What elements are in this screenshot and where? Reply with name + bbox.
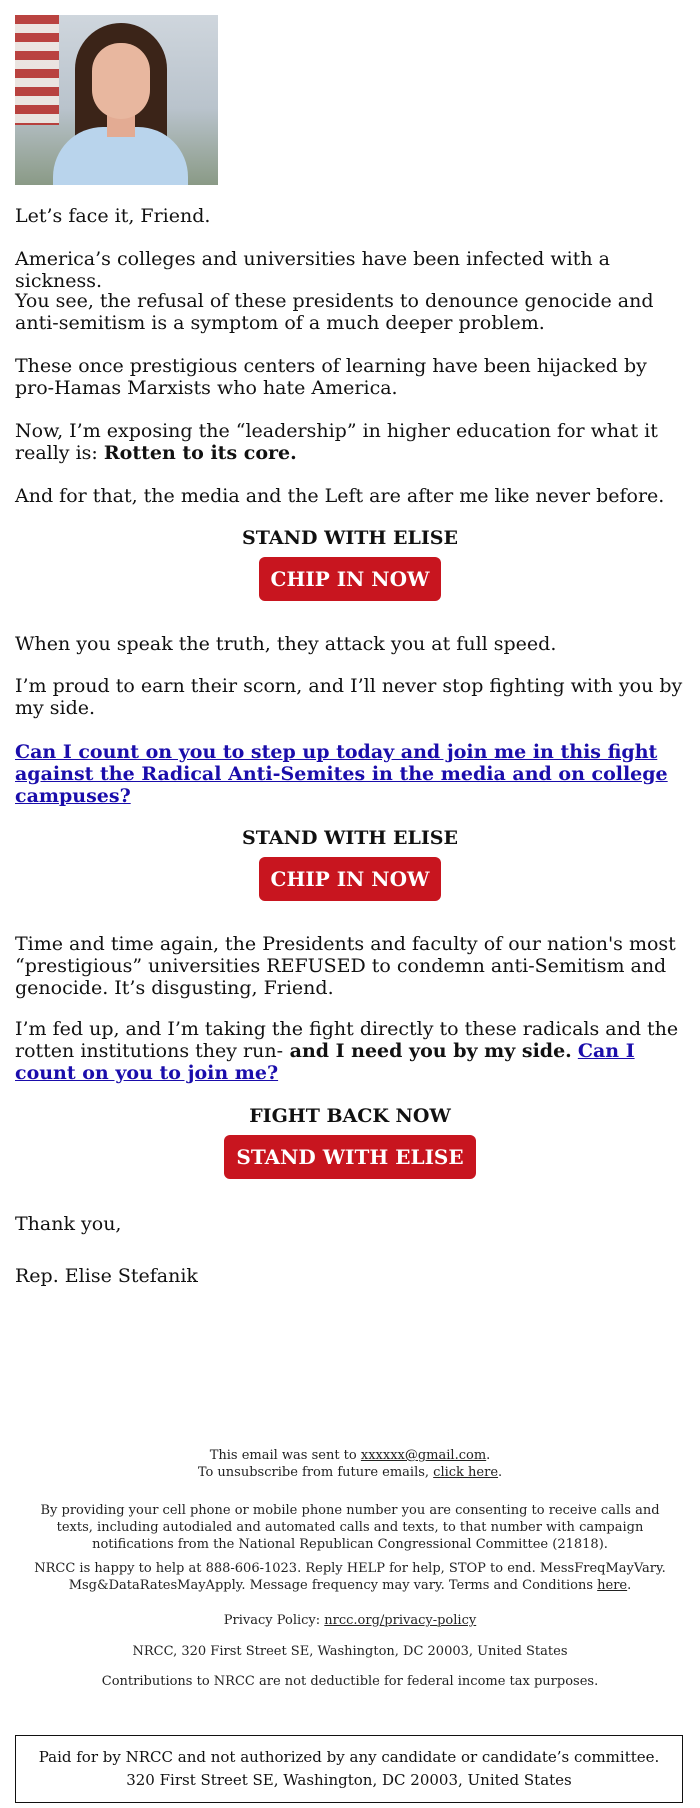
flag-graphic — [15, 15, 59, 125]
paid-for-disclaimer: Paid for by NRCC and not authorized by any candidate or candidate’s committee. 320 First Street SE, Washington, DC 20003, United States — [15, 1735, 683, 1803]
paragraph-8: Time and time again, the Presidents and faculty of our nation's most “prestigious” universities REFUSED to condemn anti-Semitism and genocide. It’s disgusting, Friend. — [15, 933, 676, 999]
stand-with-elise-button[interactable]: STAND WITH ELISE — [224, 1135, 475, 1179]
chip-in-button[interactable]: CHIP IN NOW — [259, 557, 442, 601]
paragraph-1: America’s colleges and universities have been infected with a sickness. — [15, 248, 610, 292]
cta-heading: FIGHT BACK NOW — [249, 1105, 451, 1127]
cta-block-3 — [15, 1105, 685, 1179]
recipient-email-link[interactable]: xxxxxx@gmail.com — [360, 1448, 487, 1463]
footer-tax: Contributions to NRCC are not deductible for federal income tax purposes. — [101, 1674, 599, 1689]
cta-heading: STAND WITH ELISE — [242, 527, 458, 549]
unsubscribe-link[interactable]: click here — [433, 1465, 499, 1480]
candidate-photo — [15, 15, 218, 185]
footer-sent: This email was sent to xxxxxx@gmail.com. To unsubscribe from future emails, click here. — [197, 1448, 503, 1480]
footer-address: NRCC, 320 First Street SE, Washington, DC 20003, United States — [132, 1644, 568, 1659]
cta-block-1 — [15, 527, 685, 601]
email-body — [15, 15, 685, 1287]
join-me-link[interactable]: Can I count on you to join me? — [15, 1040, 635, 1084]
greeting: Let’s face it, Friend. — [15, 205, 211, 227]
join-fight-link[interactable]: Can I count on you to step up today and join me in this fight against the Radical Anti-Semites in the media and on college campuses? — [15, 741, 668, 807]
cta-block-2 — [15, 827, 685, 901]
paragraph-9: I’m fed up, and I’m taking the fight directly to these radicals and the rotten institutions they run- and I need you by my side. Can I count on you to join me? — [15, 1018, 679, 1084]
chip-in-button[interactable]: CHIP IN NOW — [259, 857, 442, 901]
paragraph-2: You see, the refusal of these presidents to denounce genocide and anti-semitism is a symptom of a much deeper problem. — [15, 290, 654, 334]
privacy-policy-link[interactable]: nrcc.org/privacy-policy — [324, 1613, 477, 1628]
paragraph-7: I’m proud to earn their scorn, and I’ll never stop fighting with you by my side. — [15, 675, 683, 719]
footer-privacy: Privacy Policy: nrcc.org/privacy-policy — [223, 1613, 477, 1628]
closing: Thank you, — [15, 1213, 122, 1235]
footer-help: NRCC is happy to help at 888-606-1023. Reply HELP for help, STOP to end. MessFreqMayVary. Msg&DataRatesMayApply. Message frequency may vary. Terms and Conditions here. — [34, 1561, 666, 1593]
paragraph-4: Now, I’m exposing the “leadership” in higher education for what it really is: Rotten to its core. — [15, 420, 658, 464]
signature: Rep. Elise Stefanik — [15, 1265, 198, 1287]
paragraph-link — [15, 741, 685, 807]
terms-link[interactable]: here — [597, 1578, 628, 1593]
cta-heading: STAND WITH ELISE — [242, 827, 458, 849]
footer-consent: By providing your cell phone or mobile phone number you are consenting to receive calls and texts, including autodialed and automated calls and texts, to that number with campaign notifications from the National Republican Congressional Committee (21818). — [40, 1503, 660, 1552]
paragraph-6: When you speak the truth, they attack you at full speed. — [15, 633, 557, 655]
paragraph-3: These once prestigious centers of learning have been hijacked by pro-Hamas Marxists who hate America. — [15, 355, 647, 399]
paragraph-5: And for that, the media and the Left are after me like never before. — [15, 485, 665, 507]
